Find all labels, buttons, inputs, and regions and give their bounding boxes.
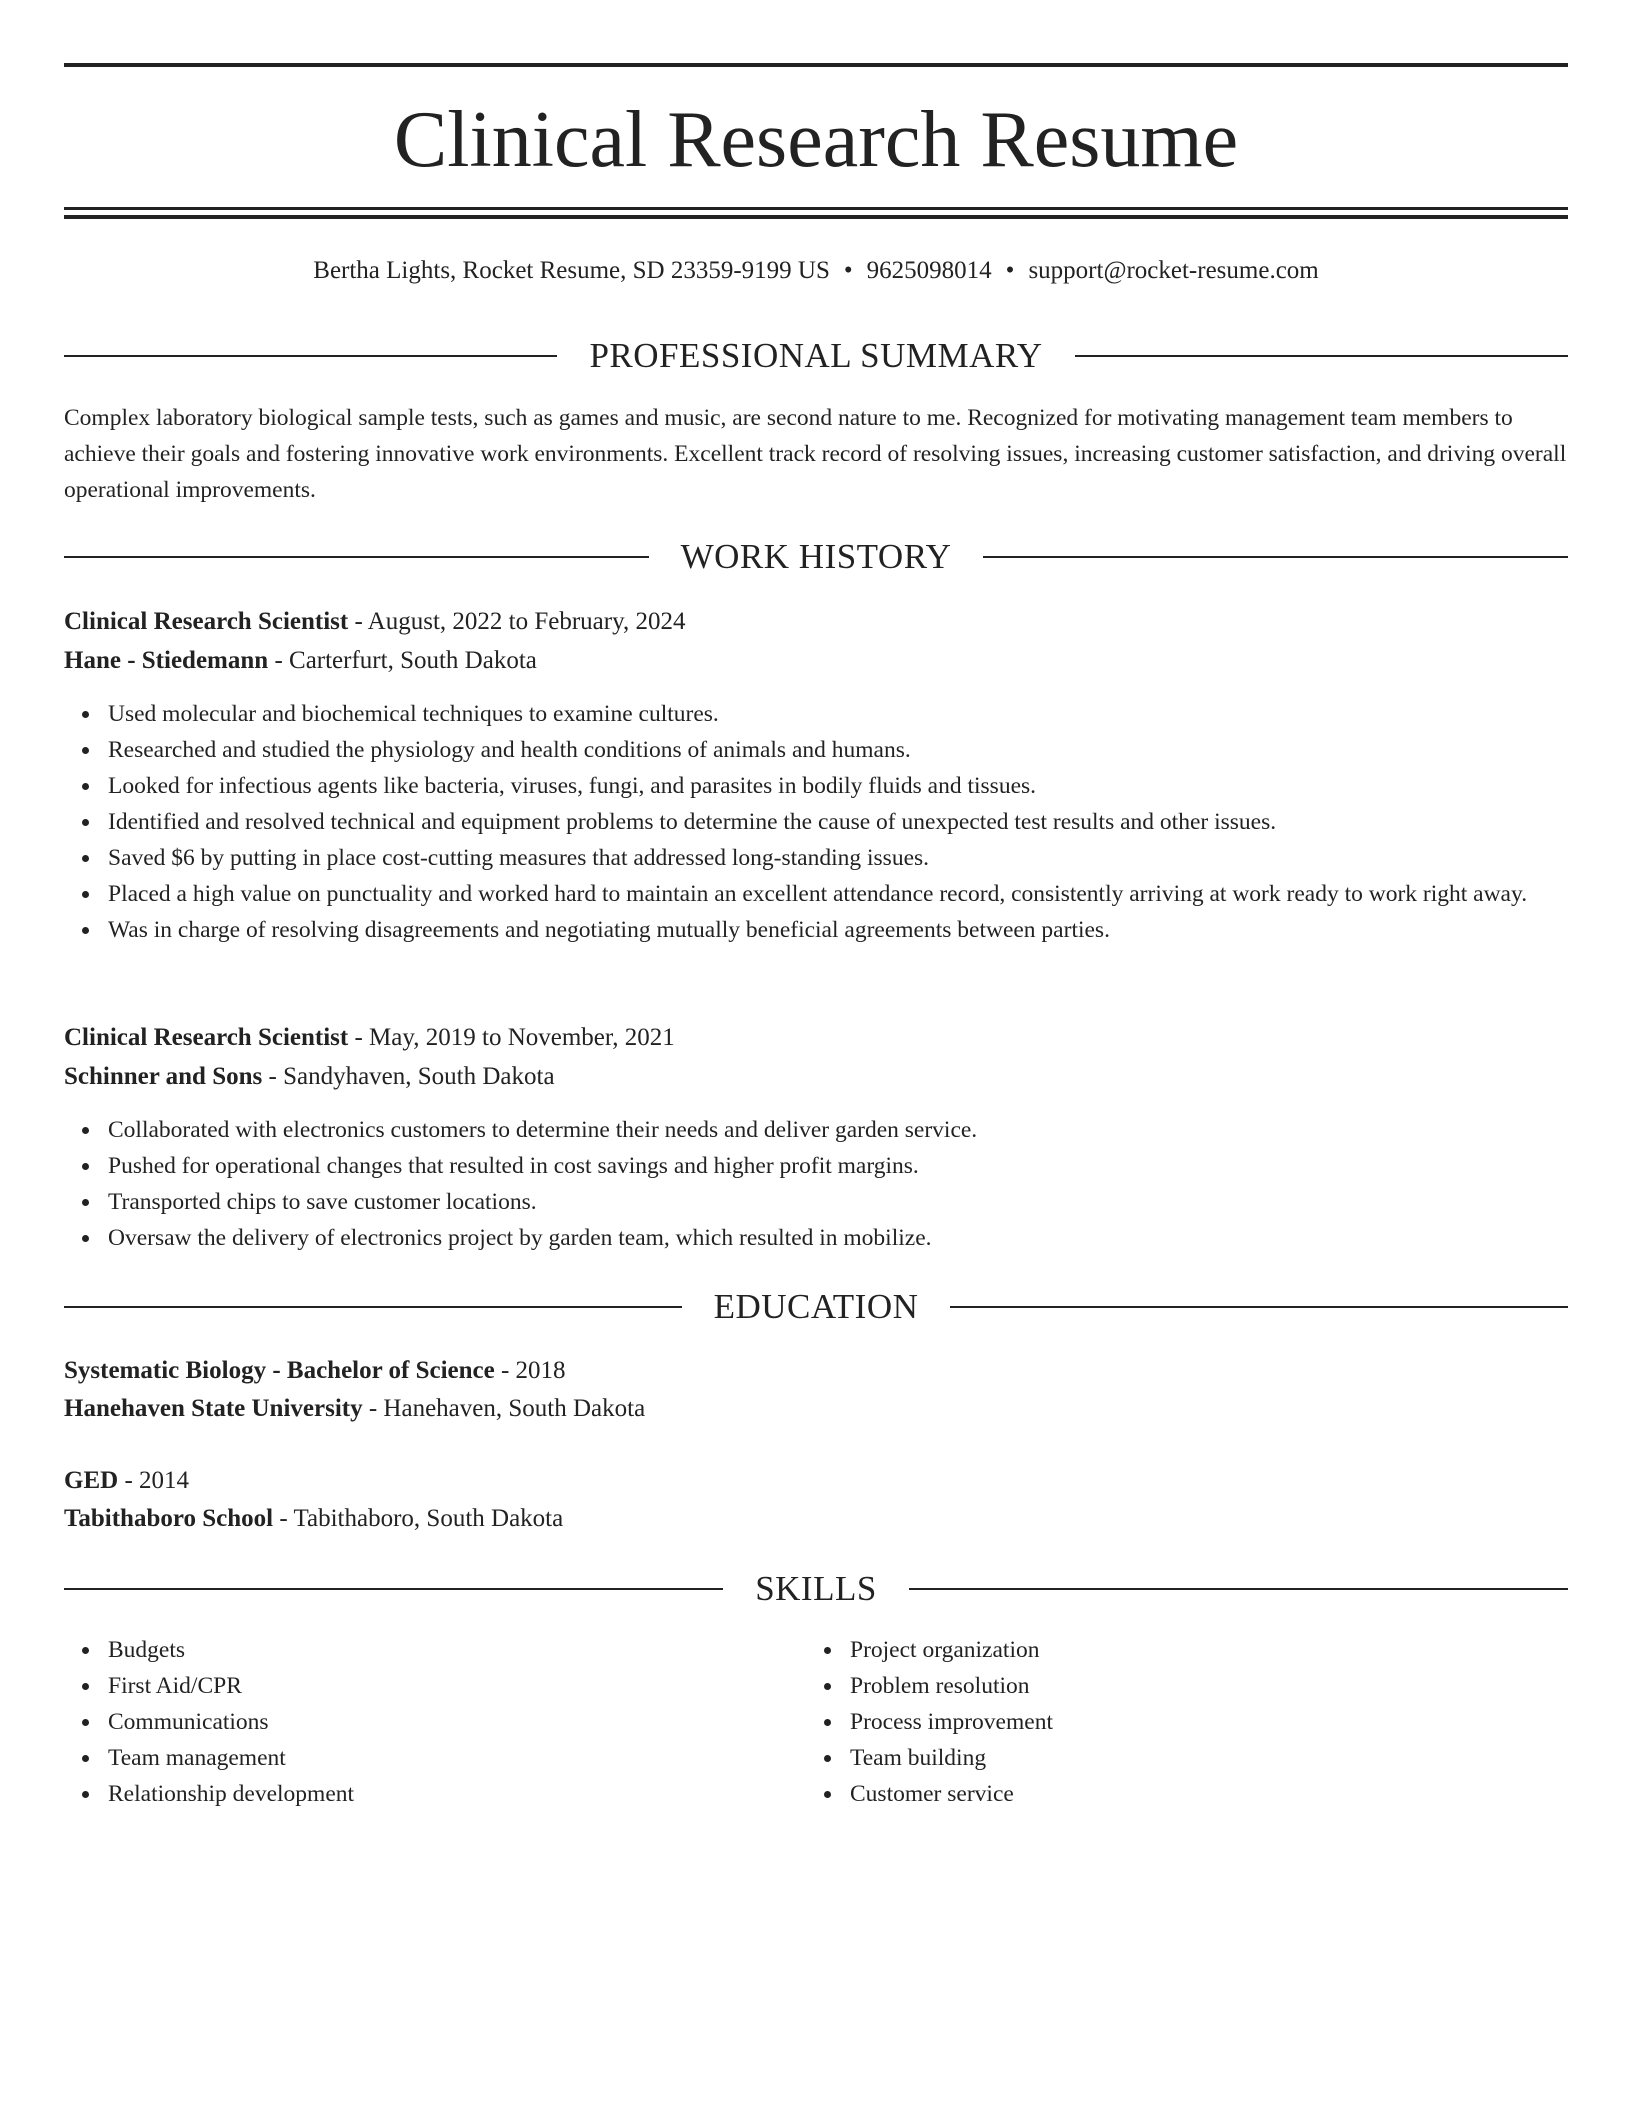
summary-text: Complex laboratory biological sample tests, such as games and music, are second nature to me. Recognized for motivating management team members to achieve their goals and fostering innovative work environments. Excellent track record of resolving issues, increasing customer satisfaction, and driving overall operational improvements. (64, 405, 1567, 503)
education-degree-line (64, 1353, 1568, 1389)
heading-rule (983, 556, 1568, 558)
contact-separator: • (1005, 257, 1015, 284)
job-title: Clinical Research Scientist (64, 1024, 349, 1051)
list-item: Used molecular and biochemical techniques to examine cultures. (108, 696, 1612, 732)
section-heading-work-history (64, 535, 1568, 579)
skill-item: Communications (108, 1704, 768, 1740)
job-dates: - August, 2022 to February, 2024 (348, 608, 686, 635)
company-name: Schinner and Sons (64, 1063, 263, 1090)
contact-address: Bertha Lights, Rocket Resume, SD 23359-9199 US (313, 257, 830, 284)
resume-title: Clinical Research Resume (393, 96, 1239, 184)
skill-item: Project organization (850, 1632, 1510, 1668)
education-school-line (64, 1501, 1568, 1537)
list-item: Was in charge of resolving disagreements and negotiating mutually beneficial agreements between parties. (108, 912, 1612, 948)
header-top-rule (64, 63, 1568, 67)
school-location: - Hanehaven, South Dakota (362, 1395, 646, 1422)
education-school-line (64, 1391, 1568, 1427)
heading-rule (64, 556, 649, 558)
section-title: PROFESSIONAL SUMMARY (589, 336, 1043, 375)
list-item: Looked for infectious agents like bacteria, viruses, fungi, and parasites in bodily fluids and tissues. (108, 768, 1612, 804)
heading-rule (64, 1306, 682, 1308)
contact-phone: 9625098014 (866, 257, 992, 284)
job-title-line (64, 604, 1568, 640)
list-item: Placed a high value on punctuality and worked hard to maintain an excellent attendance record, consistently arriving at work ready to work right away. (108, 876, 1612, 912)
section-heading-education (64, 1285, 1568, 1329)
job-dates: - May, 2019 to November, 2021 (348, 1024, 675, 1051)
contact-separator: • (843, 257, 853, 284)
header-bottom-rule-second (64, 215, 1568, 219)
list-item: Identified and resolved technical and equipment problems to determine the cause of unexpected test results and other issues. (108, 804, 1612, 840)
section-title: SKILLS (755, 1569, 877, 1608)
heading-rule (1075, 355, 1568, 357)
job-bullets (64, 696, 1612, 948)
skills-list-right (806, 1632, 1510, 1812)
skill-item: First Aid/CPR (108, 1668, 768, 1704)
skill-item: Relationship development (108, 1776, 768, 1812)
job-title-line (64, 1020, 1568, 1056)
list-item: Pushed for operational changes that resulted in cost savings and higher profit margins. (108, 1148, 1612, 1184)
skill-item: Team building (850, 1740, 1510, 1776)
skill-item: Team management (108, 1740, 768, 1776)
heading-rule (909, 1588, 1568, 1590)
school-location: - Tabithaboro, South Dakota (273, 1505, 564, 1532)
skill-item: Problem resolution (850, 1668, 1510, 1704)
degree-name: Systematic Biology - Bachelor of Science (64, 1357, 495, 1384)
company-location: - Carterfurt, South Dakota (268, 647, 537, 674)
section-heading-summary (64, 334, 1568, 378)
heading-rule (64, 1588, 723, 1590)
section-title: EDUCATION (713, 1287, 919, 1326)
skill-item: Process improvement (850, 1704, 1510, 1740)
school-name: Hanehaven State University (64, 1395, 363, 1422)
list-item: Collaborated with electronics customers to determine their needs and deliver garden service. (108, 1112, 1612, 1148)
company-location: - Sandyhaven, South Dakota (262, 1063, 555, 1090)
skill-item: Budgets (108, 1632, 768, 1668)
job-bullets (64, 1112, 1612, 1256)
heading-rule (64, 355, 557, 357)
education-degree-line (64, 1463, 1568, 1499)
contact-line (64, 254, 1568, 288)
list-item: Saved $6 by putting in place cost-cutting measures that addressed long-standing issues. (108, 840, 1612, 876)
job-company-line (64, 643, 1568, 679)
degree-name: GED (64, 1467, 119, 1494)
list-item: Researched and studied the physiology and health conditions of animals and humans. (108, 732, 1612, 768)
header-bottom-rule (64, 207, 1568, 210)
degree-year: - 2014 (118, 1467, 190, 1494)
section-title: WORK HISTORY (680, 537, 952, 576)
contact-email: support@rocket-resume.com (1028, 257, 1319, 284)
skills-list-left (64, 1632, 768, 1812)
section-heading-skills (64, 1567, 1568, 1611)
list-item: Transported chips to save customer locations. (108, 1184, 1612, 1220)
skill-item: Customer service (850, 1776, 1510, 1812)
degree-year: - 2018 (494, 1357, 566, 1384)
job-title: Clinical Research Scientist (64, 608, 349, 635)
list-item: Oversaw the delivery of electronics project by garden team, which resulted in mobilize. (108, 1220, 1612, 1256)
heading-rule (950, 1306, 1568, 1308)
job-company-line (64, 1059, 1568, 1095)
company-name: Hane - Stiedemann (64, 647, 269, 674)
school-name: Tabithaboro School (64, 1505, 274, 1532)
